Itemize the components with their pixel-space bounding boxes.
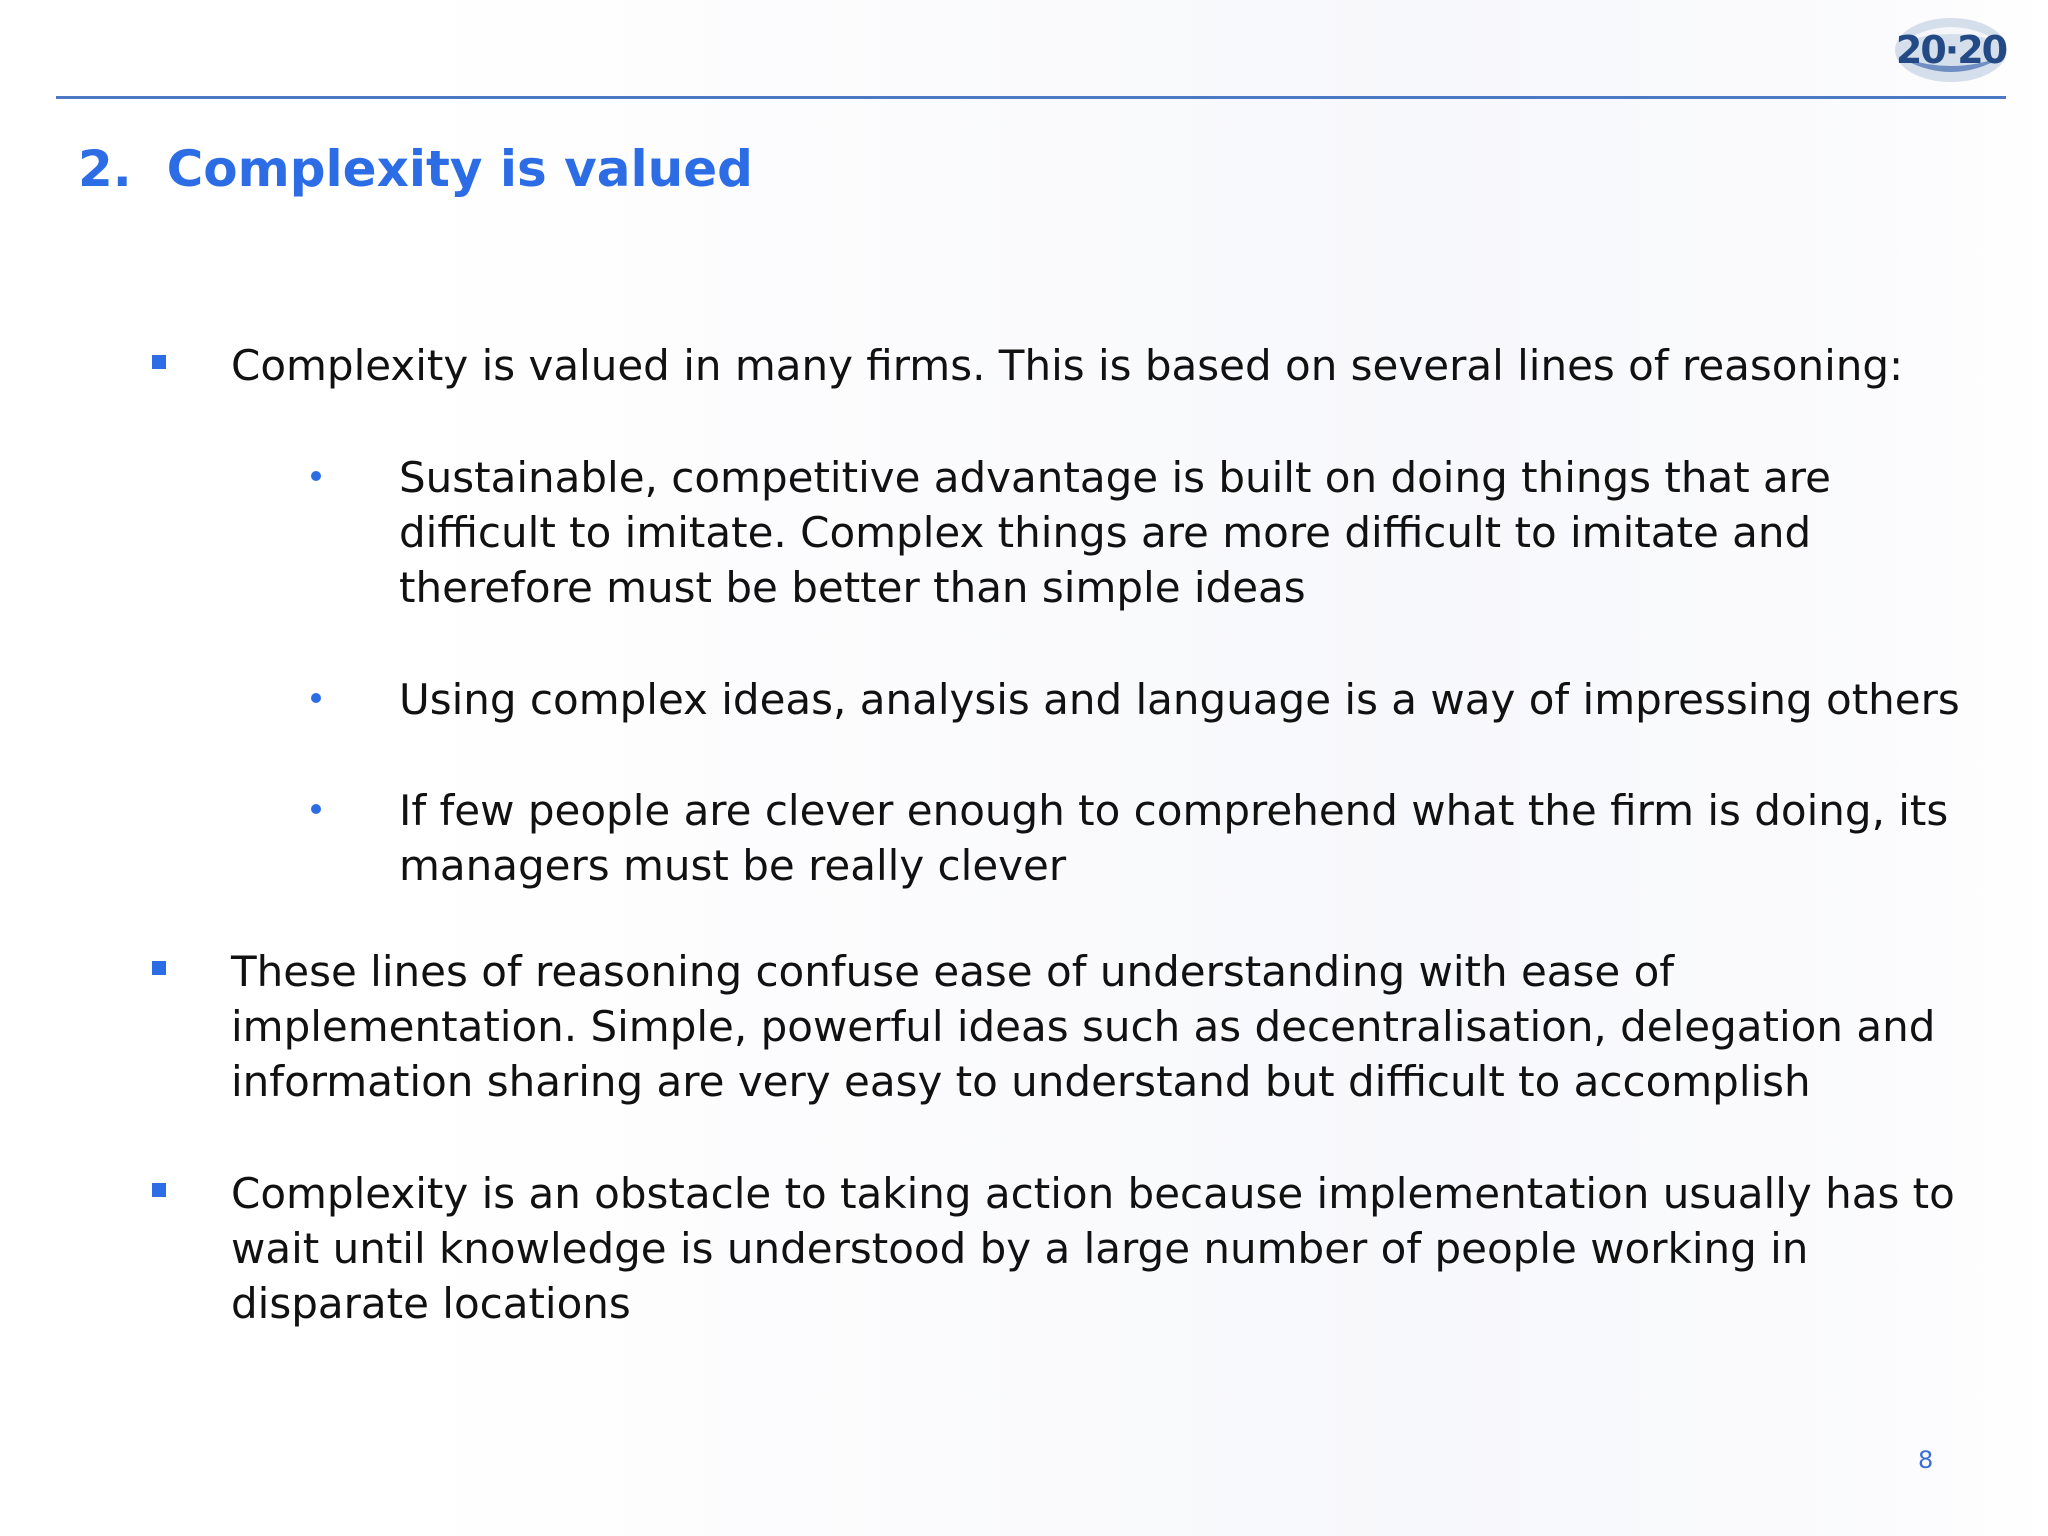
bullet-line: managers must be really clever <box>399 841 1067 890</box>
bullet-line: difficult to imitate. Complex things are more difficult to imitate and <box>399 508 1812 557</box>
bullet-line: Using complex ideas, analysis and language is a way of impressing others <box>399 675 1960 724</box>
bullet-line: information sharing are very easy to understand but difficult to accomplish <box>231 1057 1811 1106</box>
bullet-line: Complexity is valued in many firms. This is based on several lines of reasoning: <box>231 341 1904 390</box>
round-bullet-icon <box>311 693 321 703</box>
square-bullet-icon <box>152 961 166 975</box>
header-divider <box>56 96 2006 99</box>
bullet-line: Sustainable, competitive advantage is built on doing things that are <box>399 453 1831 502</box>
round-bullet-icon <box>311 471 321 481</box>
bullet-line: therefore must be better than simple ideas <box>399 563 1306 612</box>
bullet-line: These lines of reasoning confuse ease of understanding with ease of <box>231 947 1675 996</box>
bullet-line: Complexity is an obstacle to taking action because implementation usually has to <box>231 1169 1955 1218</box>
bullet-line: wait until knowledge is understood by a large number of people working in <box>231 1224 1809 1273</box>
logo-text: 20·20 <box>1895 28 2007 72</box>
bullet-line: implementation. Simple, powerful ideas such as decentralisation, delegation and <box>231 1002 1936 1051</box>
slide-title: 2. Complexity is valued <box>78 140 753 198</box>
page-number: 8 <box>1918 1446 1934 1474</box>
company-logo <box>1892 14 2010 86</box>
square-bullet-icon <box>152 355 166 369</box>
bullet-line: If few people are clever enough to comprehend what the firm is doing, its <box>399 786 1949 835</box>
round-bullet-icon <box>311 804 321 814</box>
square-bullet-icon <box>152 1183 166 1197</box>
bullet-line: disparate locations <box>231 1279 631 1328</box>
